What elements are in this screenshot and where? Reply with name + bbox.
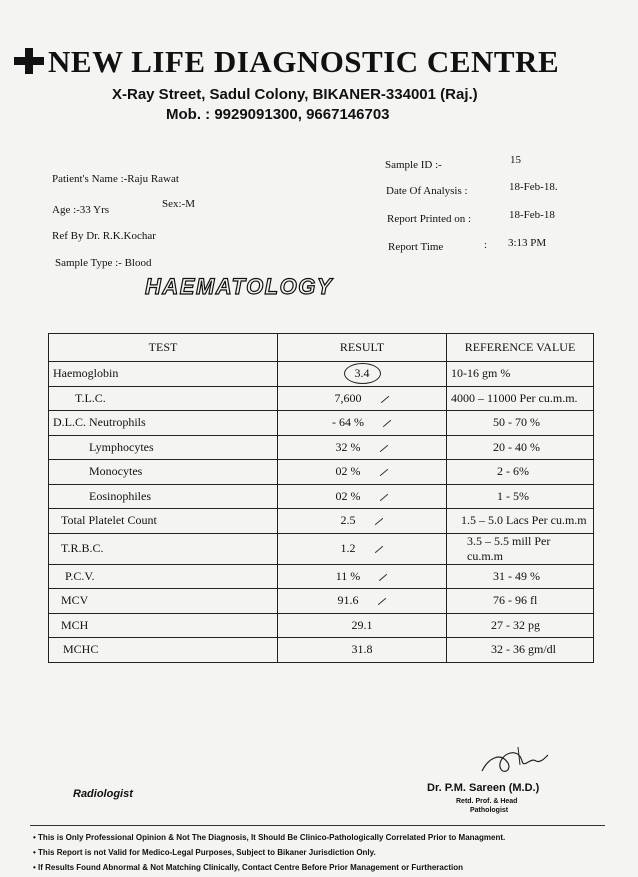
test-result [278, 435, 447, 460]
centre-name: NEW LIFE DIAGNOSTIC CENTRE [48, 44, 560, 79]
table-row [49, 589, 594, 614]
disclaimer-item: • This Report is not Valid for Medico-Legal Purposes, Subject to Bikaner Jurisdiction Only. [33, 848, 376, 857]
printed-date-value: 18-Feb-18 [509, 209, 555, 221]
check-mark-icon [380, 395, 388, 402]
radiologist-label: Radiologist [73, 788, 133, 800]
result-value: 02 % [335, 488, 361, 503]
test-reference: 10-16 gm % [447, 362, 594, 387]
test-result [278, 509, 447, 534]
test-name: Eosinophiles [49, 484, 278, 509]
disclaimer-notes [33, 830, 505, 875]
disclaimer-item: • This is Only Professional Opinion & Not The Diagnosis, It Should Be Clinico-Pathologically Correlated Prior to Managment. [33, 833, 506, 842]
test-name: D.L.C. Neutrophils [49, 411, 278, 436]
test-result [278, 484, 447, 509]
test-name: MCHC [49, 638, 278, 663]
medical-cross-icon [14, 46, 44, 76]
bullet-icon: • [33, 848, 36, 857]
pathologist-name: Dr. P.M. Sareen (M.D.) [427, 782, 540, 794]
check-mark-icon [379, 573, 387, 580]
results-table [48, 333, 594, 663]
test-result: 29.1 [278, 613, 447, 638]
patient-sex: Sex:-M [162, 198, 195, 210]
test-name: Lymphocytes [49, 435, 278, 460]
test-result [278, 411, 447, 436]
sample-id-value: 15 [510, 154, 521, 166]
report-time-label: Report Time [388, 241, 444, 253]
table-row [49, 509, 594, 534]
pathologist-signature [478, 741, 550, 781]
sample-id-label: Sample ID :- [385, 159, 442, 171]
check-mark-icon [374, 546, 382, 553]
result-value: 2.5 [340, 513, 356, 528]
result-value: 1.2 [340, 541, 356, 555]
patient-name: Patient's Name :-Raju Rawat [52, 173, 179, 185]
analysis-date-value: 18-Feb-18. [509, 181, 558, 193]
report-time-separator: : [484, 239, 488, 251]
test-name: MCH [49, 613, 278, 638]
test-reference: 31 - 49 % [447, 564, 594, 589]
test-result [278, 386, 447, 411]
sample-type: Sample Type :- Blood [55, 257, 152, 269]
result-value: 11 % [335, 568, 361, 583]
test-reference: 50 - 70 % [447, 411, 594, 436]
check-mark-icon [379, 469, 387, 476]
table-row [49, 411, 594, 436]
centre-address: X-Ray Street, Sadul Colony, BIKANER-334001 (Raj.) [112, 86, 478, 103]
check-mark-icon [383, 420, 391, 427]
result-value: 7,600 [334, 390, 362, 405]
disclaimer-item: • If Results Found Abnormal & Not Matching Clinically, Contact Centre Before Prior Management or Furtheraction [33, 863, 463, 872]
test-reference: 4000 – 11000 Per cu.m.m. [447, 386, 594, 411]
table-row [49, 460, 594, 485]
test-name: T.L.C. [49, 386, 278, 411]
centre-mobile: Mob. : 9929091300, 9667146703 [166, 106, 390, 123]
printed-date-label: Report Printed on : [387, 213, 472, 225]
test-name: Total Platelet Count [49, 509, 278, 534]
test-name: P.C.V. [49, 564, 278, 589]
table-row [49, 638, 594, 663]
test-result [278, 533, 447, 564]
table-row [49, 533, 594, 564]
table-header-row [49, 334, 594, 362]
table-row [49, 484, 594, 509]
section-title: HAEMATOLOGY [145, 274, 334, 299]
bullet-icon: • [33, 833, 36, 842]
header-result: RESULT [278, 334, 447, 362]
report-time-value: 3:13 PM [508, 237, 547, 249]
table-row [49, 386, 594, 411]
result-value: - 64 % [332, 415, 364, 430]
result-value: 91.6 [337, 593, 359, 608]
test-name: T.R.B.C. [49, 533, 278, 564]
test-reference: 20 - 40 % [447, 435, 594, 460]
test-reference: 1.5 – 5.0 Lacs Per cu.m.m [447, 509, 594, 534]
test-result [278, 460, 447, 485]
test-reference: 27 - 32 pg [447, 613, 594, 638]
header-reference: REFERENCE VALUE [447, 334, 594, 362]
result-value: 3.4 [344, 363, 381, 384]
table-row [49, 564, 594, 589]
patient-age: Age :-33 Yrs [52, 204, 110, 216]
test-reference: 1 - 5% [447, 484, 594, 509]
test-name: Haemoglobin [49, 362, 278, 387]
check-mark-icon [379, 493, 387, 500]
table-row [49, 362, 594, 387]
table-row [49, 613, 594, 638]
pathologist-role: Pathologist [470, 807, 509, 814]
analysis-date-label: Date Of Analysis : [386, 185, 468, 197]
result-value: 02 % [335, 464, 361, 479]
test-reference: 2 - 6% [447, 460, 594, 485]
result-value: 32 % [335, 439, 361, 454]
footer-divider [30, 825, 605, 826]
check-mark-icon [374, 518, 382, 525]
pathologist-qualification: Retd. Prof. & Head [456, 798, 518, 805]
test-result [278, 589, 447, 614]
test-reference: 3.5 – 5.5 mill Per cu.m.m [447, 533, 594, 564]
table-row [49, 435, 594, 460]
test-reference: 32 - 36 gm/dl [447, 638, 594, 663]
test-result: 31.8 [278, 638, 447, 663]
test-result [278, 362, 447, 387]
test-reference: 76 - 96 fl [447, 589, 594, 614]
test-name: MCV [49, 589, 278, 614]
header-test: TEST [49, 334, 278, 362]
bullet-icon: • [33, 863, 36, 872]
centre-title [14, 44, 614, 80]
referring-doctor: Ref By Dr. R.K.Kochar [52, 230, 156, 242]
check-mark-icon [377, 598, 385, 605]
check-mark-icon [379, 444, 387, 451]
test-result [278, 564, 447, 589]
test-name: Monocytes [49, 460, 278, 485]
